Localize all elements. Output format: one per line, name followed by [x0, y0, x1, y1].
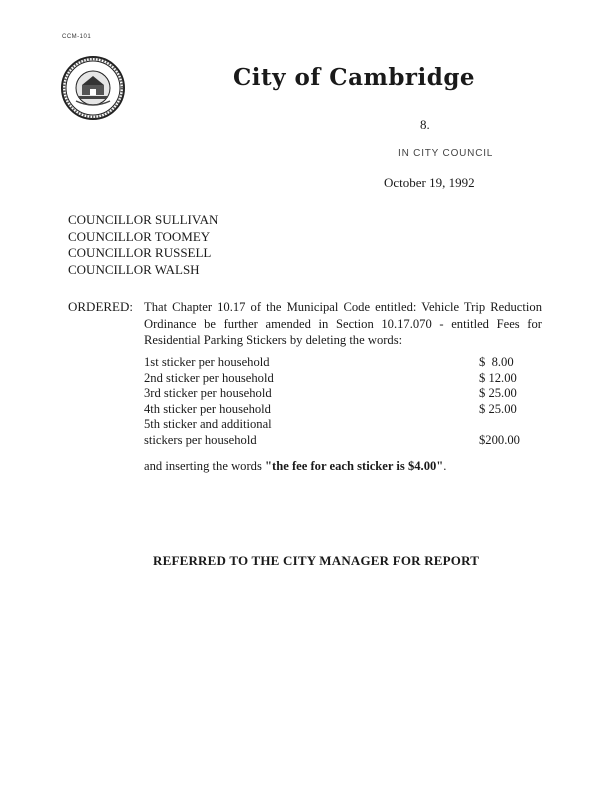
fee-amount	[479, 417, 541, 433]
councillor-name: COUNCILLOR SULLIVAN	[68, 212, 219, 227]
fee-row	[144, 402, 541, 418]
fee-amount: $ 12.00	[479, 370, 517, 385]
fee-item: 1st sticker per household	[144, 355, 270, 369]
document-date: October 19, 1992	[384, 175, 475, 190]
city-seal-icon	[60, 55, 126, 121]
councillor-name: COUNCILLOR WALSH	[68, 261, 200, 277]
councillor-list	[68, 212, 218, 278]
insert-fee-phrase: "the fee for each sticker is $4.00"	[265, 459, 444, 473]
order-text: That Chapter 10.17 of the Municipal Code entitled: Vehicle Trip Reduction Ordinance be further amended in Section 10.17.070 - entitled Fees for Residential Parking Stickers by deleting the words:	[144, 300, 542, 347]
councillor-name: COUNCILLOR TOOMEY	[68, 228, 211, 244]
fee-item: 3rd sticker per household	[144, 386, 272, 400]
insert-prefix: and inserting the words	[144, 459, 266, 473]
fee-amount: $ 25.00	[479, 386, 517, 400]
council-stamp: IN CITY COUNCIL	[398, 148, 494, 159]
fee-amount: $ 25.00	[479, 401, 517, 416]
fee-amount: $ 8.00	[479, 355, 514, 369]
fee-row	[144, 433, 541, 449]
fee-item: 2nd sticker per household	[144, 370, 274, 385]
referral-note: REFERRED TO THE CITY MANAGER FOR REPORT	[153, 553, 480, 568]
fee-amount: $200.00	[479, 432, 520, 447]
item-number: 8.	[420, 117, 430, 132]
fee-row	[144, 371, 541, 387]
insert-text	[144, 459, 446, 474]
insert-suffix: .	[443, 459, 447, 473]
ordered-label: ORDERED:	[68, 299, 133, 314]
fee-row	[144, 355, 541, 371]
form-code: CCM-101	[62, 34, 92, 40]
fee-table	[144, 355, 541, 448]
fee-item: 4th sticker per household	[144, 401, 271, 416]
fee-row	[144, 386, 541, 402]
councillor-name: COUNCILLOR RUSSELL	[68, 245, 212, 260]
fee-item: stickers per household	[144, 432, 257, 447]
fee-item: 5th sticker and additional	[144, 417, 272, 431]
page-title: City of Cambridge	[233, 64, 476, 91]
fee-row	[144, 417, 541, 433]
